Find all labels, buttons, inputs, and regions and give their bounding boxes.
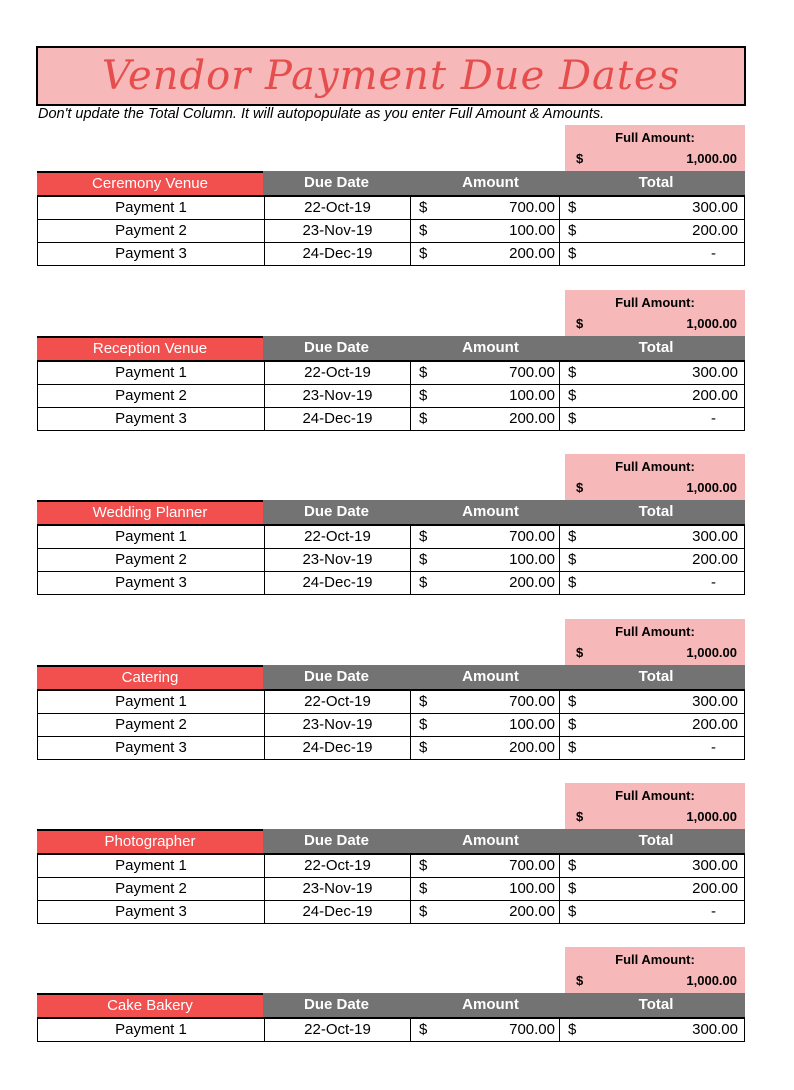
vendor-name: Ceremony Venue [37,171,263,195]
table-header [37,500,745,524]
full-amount-box [565,290,745,336]
table-header [37,336,745,360]
header-total: Total [638,996,674,1013]
table-header [37,665,745,689]
amount-currency: $ [419,222,428,239]
payment-label: Payment 2 [38,385,265,407]
total-currency: $ [568,716,577,733]
header-amount: Amount [462,996,519,1013]
vendor-name: Reception Venue [37,336,263,360]
due-date-cell[interactable]: 23-Nov-19 [265,549,411,571]
full-amount-currency: $ [576,151,584,166]
header-total: Total [638,668,674,685]
full-amount-box [565,125,745,171]
header-total: Total [638,503,674,520]
amount-currency: $ [419,551,428,568]
payment-rows [37,524,745,595]
header-due-date: Due Date [303,174,370,191]
amount-cell[interactable]: 200.00 [435,737,560,759]
table-row [37,243,745,266]
table-header [37,993,745,1017]
full-amount-label: Full Amount: [615,952,695,967]
payment-label: Payment 3 [38,243,265,265]
total-cell: 300.00 [692,857,738,874]
full-amount-value[interactable]: 1,000.00 [686,316,737,331]
vendor-name: Wedding Planner [37,500,263,524]
full-amount-label: Full Amount: [615,295,695,310]
amount-currency: $ [419,199,428,216]
header-amount: Amount [462,339,519,356]
payment-label: Payment 1 [38,1019,265,1041]
payment-label: Payment 2 [38,220,265,242]
full-amount-box [565,454,745,500]
total-cell: - [711,245,716,262]
title-banner [36,46,746,106]
amount-cell[interactable]: 100.00 [435,385,560,407]
total-cell: 200.00 [692,387,738,404]
total-currency: $ [568,880,577,897]
amount-currency: $ [419,739,428,756]
total-currency: $ [568,903,577,920]
payment-rows [37,195,745,266]
total-currency: $ [568,551,577,568]
due-date-cell[interactable]: 22-Oct-19 [265,1019,411,1041]
full-amount-value[interactable]: 1,000.00 [686,809,737,824]
header-due-date: Due Date [303,832,370,849]
due-date-cell[interactable]: 24-Dec-19 [265,572,411,594]
payment-label: Payment 3 [38,737,265,759]
amount-currency: $ [419,528,428,545]
table-row [37,1019,745,1042]
due-date-cell[interactable]: 23-Nov-19 [265,385,411,407]
table-row [37,714,745,737]
full-amount-currency: $ [576,809,584,824]
payment-label: Payment 2 [38,878,265,900]
total-currency: $ [568,857,577,874]
payment-label: Payment 1 [38,362,265,384]
due-date-cell[interactable]: 22-Oct-19 [265,526,411,548]
full-amount-currency: $ [576,645,584,660]
payment-rows [37,1017,745,1042]
amount-currency: $ [419,245,428,262]
total-cell: 300.00 [692,199,738,216]
total-cell: 300.00 [692,528,738,545]
amount-currency: $ [419,387,428,404]
header-due-date: Due Date [303,668,370,685]
header-due-date: Due Date [303,503,370,520]
amount-cell[interactable]: 100.00 [435,878,560,900]
full-amount-box [565,619,745,665]
amount-cell[interactable]: 100.00 [435,220,560,242]
amount-cell[interactable]: 100.00 [435,714,560,736]
payment-label: Payment 2 [38,714,265,736]
total-currency: $ [568,364,577,381]
table-row [37,855,745,878]
full-amount-value[interactable]: 1,000.00 [686,151,737,166]
table-row [37,901,745,924]
amount-cell[interactable]: 200.00 [435,572,560,594]
amount-currency: $ [419,880,428,897]
total-cell: - [711,903,716,920]
full-amount-label: Full Amount: [615,130,695,145]
table-row [37,737,745,760]
amount-cell[interactable]: 200.00 [435,243,560,265]
total-cell: 200.00 [692,551,738,568]
full-amount-currency: $ [576,316,584,331]
instruction-note: Don't update the Total Column. It will autopopulate as you enter Full Amount & Amounts. [38,106,605,122]
amount-cell[interactable]: 700.00 [435,526,560,548]
full-amount-box [565,947,745,993]
total-cell: 200.00 [692,880,738,897]
total-cell: - [711,410,716,427]
total-cell: 300.00 [692,364,738,381]
payment-rows [37,689,745,760]
total-cell: - [711,574,716,591]
amount-currency: $ [419,693,428,710]
payment-label: Payment 1 [38,855,265,877]
payment-label: Payment 2 [38,549,265,571]
due-date-cell[interactable]: 24-Dec-19 [265,901,411,923]
full-amount-value[interactable]: 1,000.00 [686,973,737,988]
amount-cell[interactable]: 100.00 [435,549,560,571]
table-row [37,362,745,385]
due-date-cell[interactable]: 22-Oct-19 [265,691,411,713]
full-amount-value[interactable]: 1,000.00 [686,480,737,495]
total-currency: $ [568,245,577,262]
payment-label: Payment 1 [38,197,265,219]
amount-cell[interactable]: 700.00 [435,855,560,877]
total-currency: $ [568,574,577,591]
total-currency: $ [568,387,577,404]
page-title: Vendor Payment Due Dates [101,53,681,99]
full-amount-currency: $ [576,480,584,495]
amount-cell[interactable]: 200.00 [435,408,560,430]
due-date-cell[interactable]: 22-Oct-19 [265,197,411,219]
header-amount: Amount [462,174,519,191]
total-currency: $ [568,739,577,756]
header-amount: Amount [462,503,519,520]
amount-cell[interactable]: 700.00 [435,362,560,384]
payment-label: Payment 3 [38,901,265,923]
vendor-name: Cake Bakery [37,993,263,1017]
header-total: Total [638,339,674,356]
table-row [37,572,745,595]
due-date-cell[interactable]: 24-Dec-19 [265,737,411,759]
table-row [37,220,745,243]
amount-currency: $ [419,716,428,733]
full-amount-label: Full Amount: [615,624,695,639]
header-due-date: Due Date [303,996,370,1013]
amount-currency: $ [419,857,428,874]
total-currency: $ [568,222,577,239]
amount-currency: $ [419,574,428,591]
table-header [37,829,745,853]
vendor-name: Photographer [37,829,263,853]
amount-currency: $ [419,364,428,381]
header-amount: Amount [462,832,519,849]
payment-label: Payment 1 [38,526,265,548]
amount-cell[interactable]: 200.00 [435,901,560,923]
total-cell: 300.00 [692,693,738,710]
amount-currency: $ [419,410,428,427]
total-cell: 200.00 [692,716,738,733]
total-currency: $ [568,1021,577,1038]
full-amount-box [565,783,745,829]
amount-cell[interactable]: 700.00 [435,197,560,219]
payment-rows [37,853,745,924]
amount-cell[interactable]: 700.00 [435,691,560,713]
table-header [37,171,745,195]
payment-label: Payment 3 [38,408,265,430]
total-cell: - [711,739,716,756]
amount-currency: $ [419,903,428,920]
header-amount: Amount [462,668,519,685]
amount-cell[interactable]: 700.00 [435,1019,560,1041]
vendor-name: Catering [37,665,263,689]
due-date-cell[interactable]: 24-Dec-19 [265,243,411,265]
full-amount-value[interactable]: 1,000.00 [686,645,737,660]
due-date-cell[interactable]: 23-Nov-19 [265,220,411,242]
table-row [37,408,745,431]
payment-rows [37,360,745,431]
header-total: Total [638,174,674,191]
total-currency: $ [568,528,577,545]
payment-label: Payment 3 [38,572,265,594]
amount-currency: $ [419,1021,428,1038]
table-row [37,691,745,714]
table-row [37,385,745,408]
table-row [37,878,745,901]
total-currency: $ [568,410,577,427]
total-currency: $ [568,199,577,216]
header-total: Total [638,832,674,849]
total-currency: $ [568,693,577,710]
table-row [37,526,745,549]
full-amount-label: Full Amount: [615,788,695,803]
table-row [37,549,745,572]
table-row [37,197,745,220]
full-amount-currency: $ [576,973,584,988]
due-date-cell[interactable]: 24-Dec-19 [265,408,411,430]
payment-label: Payment 1 [38,691,265,713]
header-due-date: Due Date [303,339,370,356]
full-amount-label: Full Amount: [615,459,695,474]
due-date-cell[interactable]: 22-Oct-19 [265,362,411,384]
total-cell: 200.00 [692,222,738,239]
due-date-cell[interactable]: 23-Nov-19 [265,714,411,736]
due-date-cell[interactable]: 23-Nov-19 [265,878,411,900]
total-cell: 300.00 [692,1021,738,1038]
due-date-cell[interactable]: 22-Oct-19 [265,855,411,877]
